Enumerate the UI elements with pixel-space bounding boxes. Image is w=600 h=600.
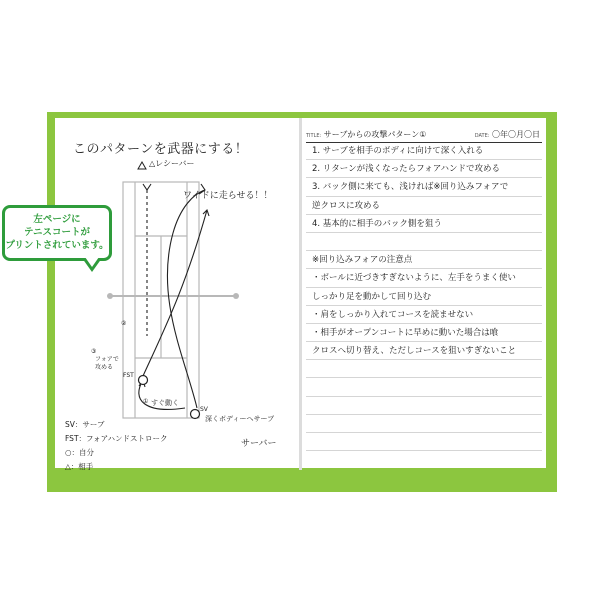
note-line [306,433,542,451]
note-line [306,378,542,396]
player-fst-marker [139,376,148,385]
header-date [475,129,540,140]
receiver-triangle [138,162,146,169]
note-line: ・肩をしっかり入れてコースを読ませない [306,306,542,324]
sv-label: SV [200,406,208,413]
server-label: サーバー [241,439,277,449]
legend [65,418,167,474]
player-sv-marker [191,410,200,419]
callout-line: テニスコートが [23,227,91,238]
move-label: すぐ動く [151,399,179,407]
left-page [55,118,299,471]
num-3: ③ [91,348,97,355]
net-post-left [107,293,113,299]
callout-tail-inner [85,257,99,267]
note-line: ・ボールに近づきすぎないように、左手をうまく使い [306,269,542,287]
note-line [306,233,542,251]
note-line: 3. バック側に来ても、浅ければ※回り込みフォアで [306,178,542,196]
note-line: しっかり足を動かして回り込む [306,288,542,306]
callout-bubble [2,205,112,261]
forehand-path [143,210,207,376]
net-post-right [233,293,239,299]
left-page-title: このパターンを武器にする！ [73,142,249,157]
note-line: ・相手がオープンコートに早めに動いた場合は喰 [306,324,542,342]
receiver-label: △レシーバー [149,159,195,168]
date-label: DATE: [474,133,490,139]
serve-note: 深くボディーへサーブ [205,415,275,423]
note-line: 2. リターンが浅くなったらフォアハンドで攻める [306,160,542,178]
note-line: 4. 基本的に相手のバック側を狙う [306,215,542,233]
callout-line: 左ページに [33,214,81,225]
note-line [306,397,542,415]
date-value: 〇年〇月〇日 [492,130,540,139]
legend-item: ○：自分 [65,448,95,457]
return-arrowhead [143,184,151,190]
fh-label: フォアで 攻める [95,356,119,371]
callout-line: プリントされています。 [5,240,109,251]
legend-item: SV：サーブ [65,420,105,429]
note-line: 逆クロスに攻める [306,197,542,215]
fst-label: FST [123,372,134,379]
note-line [306,415,542,433]
legend-item: FST：フォアハンドストローク [65,434,168,443]
title-value: サーブからの攻撃パターン① [323,130,427,139]
note-line: ※回り込みフォアの注意点 [306,251,542,269]
note-line: 1. サーブを相手のボディに向けて深く入れる [306,142,542,160]
note-line: クロスへ切り替え、ただしコースを狙いすぎないこと [306,342,542,360]
note-lines [306,142,542,451]
legend-item: △：相手 [65,462,94,471]
title-label: TITLE: [306,133,322,139]
right-page [302,118,546,468]
num-2: ② [121,320,127,327]
page-header [306,126,542,143]
wide-note: ワイドに走らせる！！ [183,191,273,201]
note-line [306,360,542,378]
header-title [306,129,426,140]
num-1: ① [143,398,149,405]
